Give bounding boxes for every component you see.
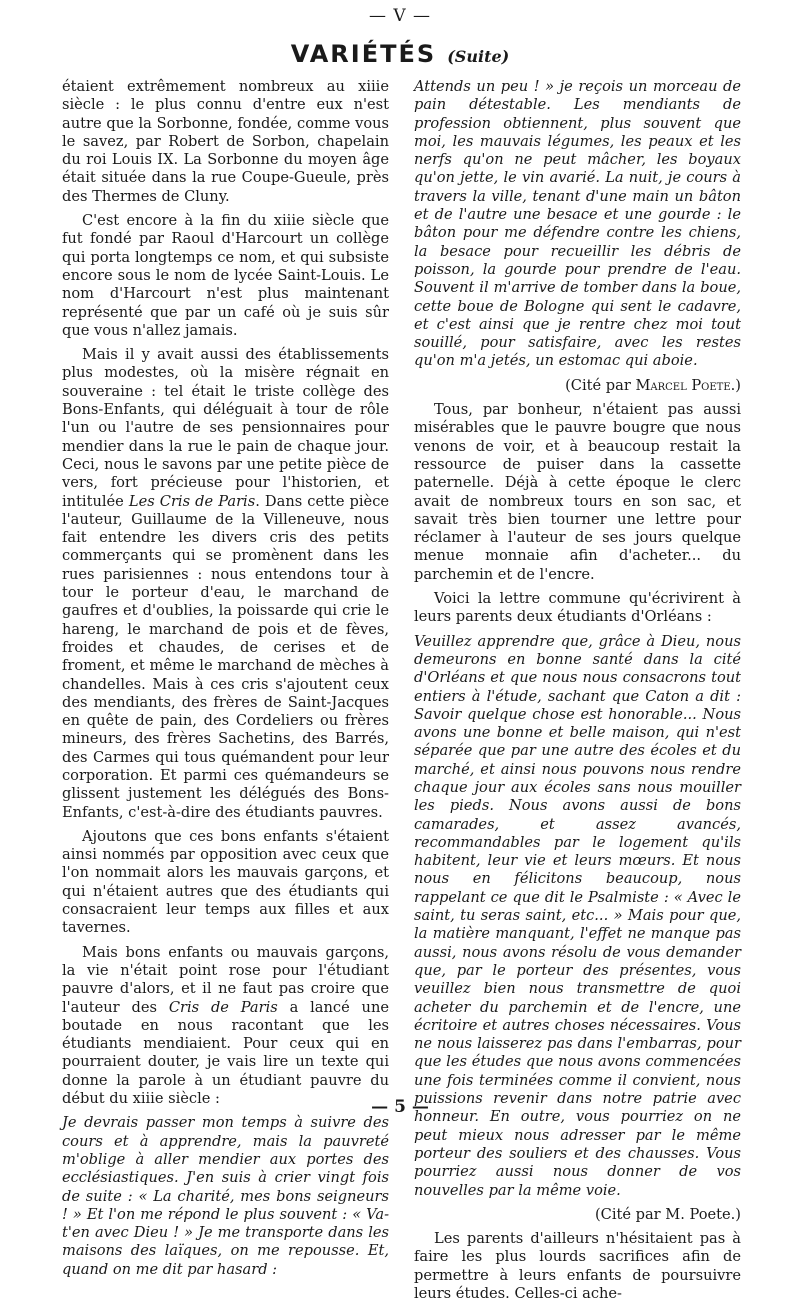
paragraph: Voici la lettre commune qu'écrivirent à leurs parents deux étudiants d'Orléans : xyxy=(414,590,741,626)
letter-quote: Veuillez apprendre que, grâce à Dieu, nous demeurons en bonne santé dans la cité d'Orléans et que nous nous consacrons tout entiers à l'étude, sachant que Caton a dit : Savoir quelque chose est honorable... Nous avons une bonne et belle maison, qui n'est séparée que par une autre des écoles et du marché, et ainsi nous pouvons nous rendre chaque jour aux écoles sans nous mouiller les pieds. Nous avons aussi de bons camarades, et assez avancés, recommandables par le logement qu'ils habitent, leur vie et leurs mœurs. Et nous nous en félicitons beaucoup, nous rappelant ce que dit le Psalmiste : « Avec le saint, tu seras saint, etc... » Mais pour que, la matière manquant, l'effet ne manque pas aussi, nous avons résolu de vous demander que, par le porteur des présentes, vous veuillez bien nous transmettre de quoi acheter du parchemin et de l'encre, une écritoire et autres choses nécessaires. Vous ne nous laisserez pas dans l'embarras, pour que les études que nous avons commencées une fois terminées comme il convient, nous puissions revenir dans notre patrie avec honneur. En outre, vous pourriez on ne peut mieux nous adresser par le même porteur des souliers et des chausses. Vous pourriez aussi nous donner de vos nouvelles par la même voie. xyxy=(414,632,741,1199)
page-number: — 5 — xyxy=(371,1097,429,1117)
citation-suffix: .) xyxy=(730,376,741,394)
page-roman-numeral: — V — xyxy=(368,6,432,26)
paragraph: étaient extrêmement nombreux au xiiie siècle : le plus connu d'entre eux n'est autre que la Sorbonne, fondée, comme vous le savez, par Robert de Sorbon, chapelain du roi Louis IX. La Sorbonne du moyen âge était située dans la rue Coupe-Gueule, près des Thermes de Cluny. xyxy=(62,78,389,205)
right-column xyxy=(414,78,741,1309)
paragraph xyxy=(62,944,389,1109)
title-text: VARIÉTÉS xyxy=(290,40,437,68)
paragraph-text: Mais bons enfants ou mauvais garçons, la vie n'était point rose pour l'étudiant pauvre d'alors, et il ne faut pas croire que l'auteur des xyxy=(62,943,389,1016)
work-title: Cris de Paris xyxy=(168,998,278,1016)
title-suffix: (Suite) xyxy=(447,47,510,66)
paragraph-text: . Dans cette pièce l'auteur, Guillaume de la Villeneuve, nous fait entendre les divers cris des petits commerçants qui se promènent dans les rues parisiennes : nous entendons tour à tour le porteur d'eau, le marchand de gaufres et d'oublies, la poissarde qui crie le hareng, le marchand de pois et de fèves, froides et chaudes, de cerises et de froment, et même le marchand de mèches à chandelles. Mais à ces cris s'ajoutent ceux des mendiants, des frères de Saint-Jacques en quête de pain, des Cordeliers ou frères mineurs, des frères Sachetins, des Barrés, des Carmes qui tous quémandent pour leur corporation. Et parmi ces quémandeurs se glissent justement les délégués des Bons-Enfants, c'est-à-dire des étudiants pauvres. xyxy=(62,492,390,821)
paragraph: Tous, par bonheur, n'étaient pas aussi misérables que le pauvre bougre que nous venons de voir, et à beaucoup restait la ressource de puiser dans la cassette paternelle. Déjà à cette époque le clerc avait de nombreux tours en son sac, et savait très bien tourner une lettre pour réclamer à l'auteur de ses jours quelque menue monnaie afin d'acheter... du parchemin et de l'encre. xyxy=(414,401,741,583)
paragraph-text: a lancé une boutade en nous racontant que les étudiants mendiaient. Pour ceux qui en pourraient douter, je vais lire un texte qui donne la parole à un étudiant pauvre du début du xiiie siècle : xyxy=(62,998,389,1108)
section-title xyxy=(0,40,800,68)
paragraph: Les parents d'ailleurs n'hésitaient pas à faire les plus lourds sacrifices afin de permettre à leurs enfants de poursuivre leurs études. Celles-ci ache- xyxy=(414,1230,741,1302)
citation: (Cité par M. Poete.) xyxy=(594,1205,741,1223)
citation-prefix: (Cité par xyxy=(565,376,636,394)
citation xyxy=(414,377,741,395)
paragraph-text: Mais il y avait aussi des établissements plus modestes, où la misère régnait en souveraine : tel était le triste collège des Bons-Enfants, qui déléguait à tour de rôle l'un ou l'autre de ses pensionnaires pour mendier dans la rue le pain de chaque jour. Ceci, nous le savons par une petite pièce de vers, fort précieuse pour l'historien, et intitulée xyxy=(62,346,389,510)
paragraph: Ajoutons que ces bons enfants s'étaient ainsi nommés par opposition avec ceux que l'on nommait alors les mauvais garçons, et qui n'étaient autres que des étudiants qui consacraient leur temps aux filles et aux tavernes. xyxy=(62,827,389,937)
student-quote: Je devrais passer mon temps à suivre des cours et à apprendre, mais la pauvreté m'oblige à aller mendier aux portes des ecclésiastiques. J'en suis à crier vingt fois de suite : « La charité, mes bons seigneurs ! » Et l'on me répond le plus souvent : « Va-t'en avec Dieu ! » Je me transporte dans les maisons des laïques, on me repousse. Et, quand on me dit par hasard : xyxy=(62,1114,389,1278)
paragraph xyxy=(62,346,389,822)
paragraph: C'est encore à la fin du xiiie siècle que fut fondé par Raoul d'Harcourt un collège qui porta longtemps ce nom, et qui subsiste encore sous le nom de lycée Saint-Louis. Le nom d'Harcourt n'est plus maintenant représenté que par un café où je suis sûr que vous n'allez jamais. xyxy=(62,212,389,339)
work-title: Les Cris de Paris xyxy=(128,492,256,510)
student-quote-continued: Attends un peu ! » je reçois un morceau de pain détestable. Les mendiants de profession obtiennent, plus souvent que moi, les mauvais légumes, les peaux et les nerfs qu'on ne peut mâcher, les boyaux qu'on jette, le vin avarié. La nuit, je cours à travers la ville, tenant d'une main un bâton et de l'autre une besace et une gourde : le bâton pour me défendre contre les chiens, la besace pour recueillir les débris de poisson, la gourde pour prendre de l'eau. Souvent il m'arrive de tomber dans la boue, cette boue de Bologne qui sent le cadavre, et c'est ainsi que je rentre chez moi tout souillé, pour satisfaire, avec les restes qu'on m'a jetés, un estomac qui aboie. xyxy=(414,78,741,370)
citation-author: Marcel Poete xyxy=(635,376,731,394)
